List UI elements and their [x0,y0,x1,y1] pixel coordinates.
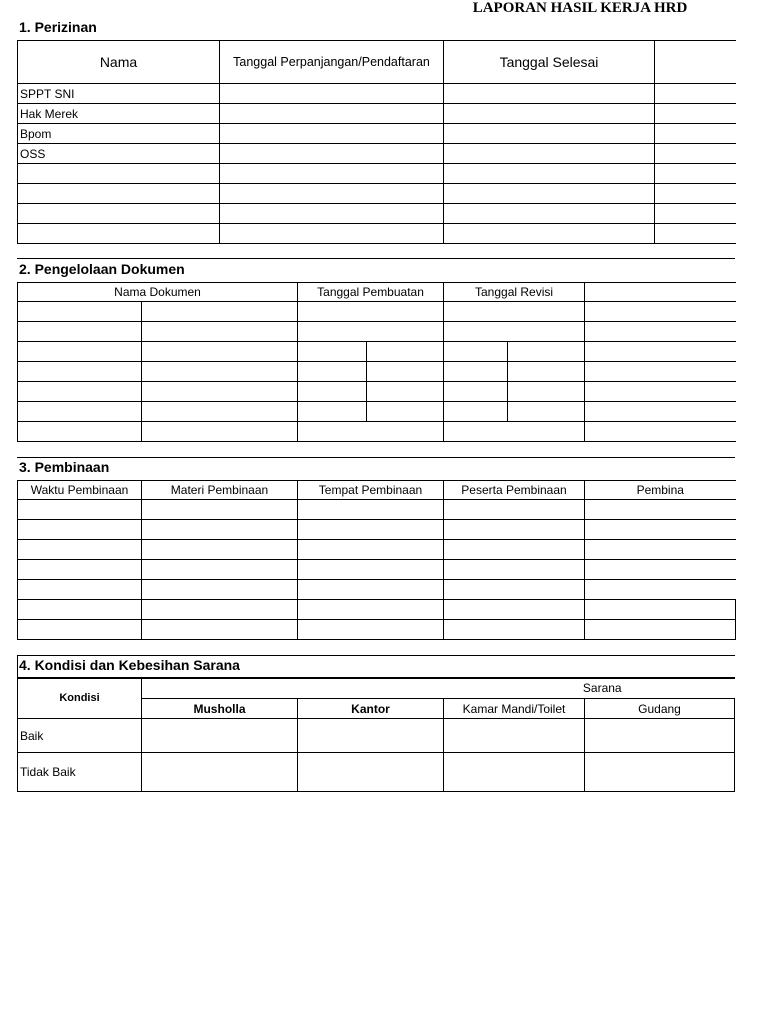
header-tempat-pembinaan: Tempat Pembinaan [298,481,444,500]
table-row-label [18,184,220,204]
section-4-title: 4. Kondisi dan Kebesihan Sarana [19,657,240,673]
section-1-title: 1. Perizinan [19,19,97,35]
header-tanggal-perpanjangan: Tanggal Perpanjangan/Pendaftaran [220,41,444,84]
pembinaan-table [17,480,736,640]
header-musholla: Musholla [142,699,298,719]
table-row-label: Tidak Baik [18,753,142,792]
header-kantor: Kantor [298,699,444,719]
kondisi-table [17,677,735,792]
perizinan-table [17,40,736,244]
table-row-label [18,224,220,244]
header-gudang: Gudang [585,699,735,719]
header-pembina: Pembina [585,481,736,500]
header-tanggal-selesai: Tanggal Selesai [444,41,655,84]
section-3-divider [17,457,735,458]
section-2-divider [17,258,735,259]
section-3-title: 3. Pembinaan [19,459,110,475]
dokumen-table [17,282,736,442]
header-sarana: Sarana [142,678,735,699]
header-kondisi: Kondisi [18,678,142,719]
table-row-label: Bpom [18,124,220,144]
table-row-label: SPPT SNI [18,84,220,104]
section-2-title: 2. Pengelolaan Dokumen [19,261,185,277]
table-row-label: OSS [18,144,220,164]
header-extra [655,41,736,84]
header-waktu-pembinaan: Waktu Pembinaan [18,481,142,500]
header-extra [585,283,736,302]
table-row-label [18,164,220,184]
header-materi-pembinaan: Materi Pembinaan [142,481,298,500]
table-row-label: Baik [18,719,142,753]
header-nama-dokumen: Nama Dokumen [18,283,298,302]
table-row-label: Hak Merek [18,104,220,124]
header-kamar-mandi: Kamar Mandi/Toilet [444,699,585,719]
header-tanggal-revisi: Tanggal Revisi [444,283,585,302]
header-nama: Nama [18,41,220,84]
report-title: LAPORAN HASIL KERJA HRD [472,0,688,16]
table-row-label [18,204,220,224]
header-peserta-pembinaan: Peserta Pembinaan [444,481,585,500]
header-tanggal-pembuatan: Tanggal Pembuatan [298,283,444,302]
